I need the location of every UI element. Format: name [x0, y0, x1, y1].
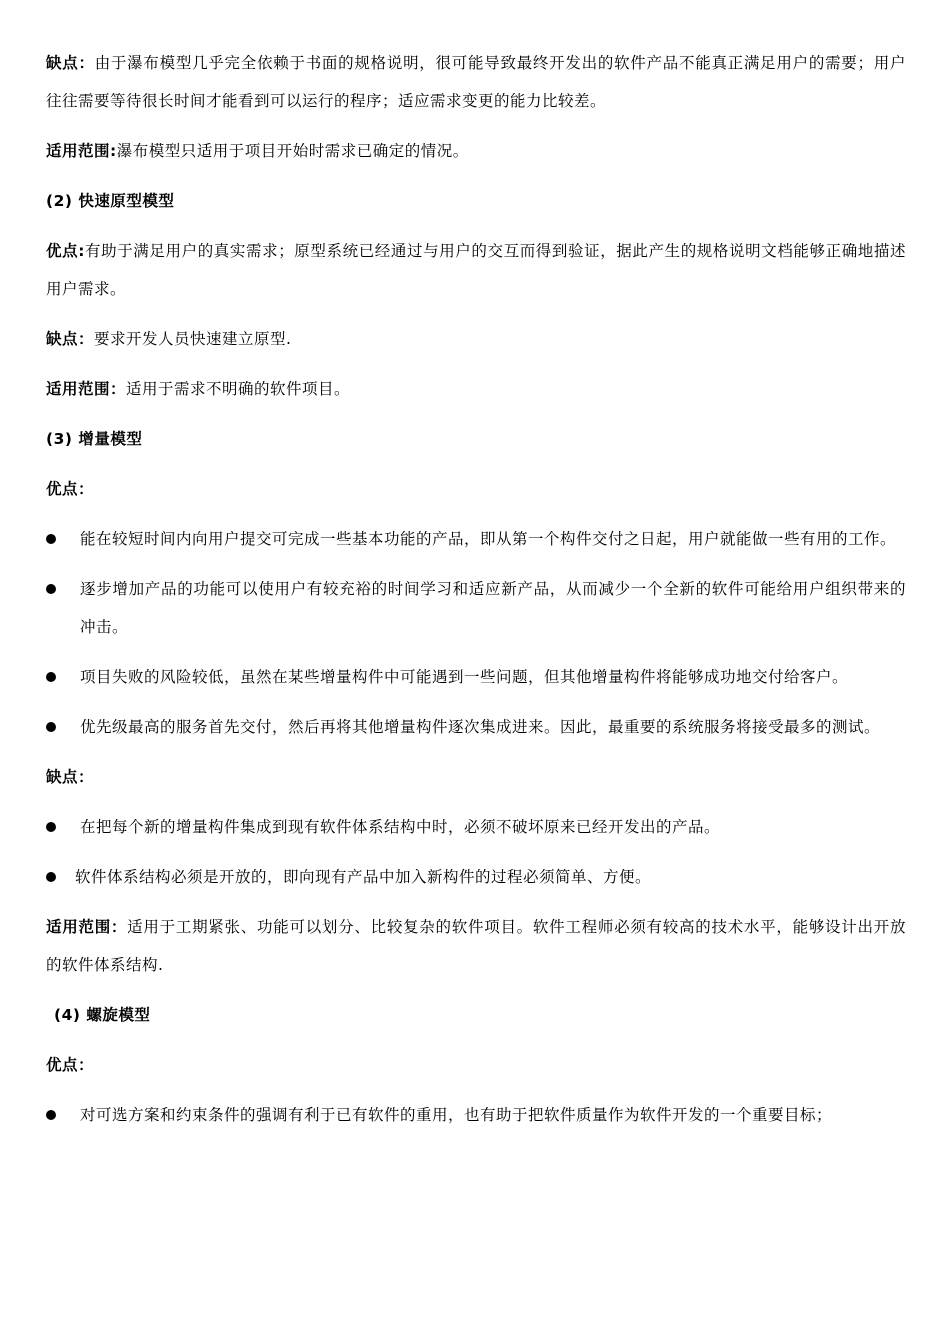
scope-label: 适用范围： [46, 918, 128, 936]
waterfall-scope-text: 瀑布模型只适用于项目开始时需求已确定的情况。 [116, 142, 469, 160]
list-item: 优先级最高的服务首先交付，然后再将其他增量构件逐次集成进来。因此，最重要的系统服务将接受最多的测试。 [46, 708, 906, 746]
prototype-pros-text: 有助于满足用户的真实需求；原型系统已经通过与用户的交互而得到验证，据此产生的规格说明文档能够正确地描述用户需求。 [46, 242, 906, 298]
list-item: 逐步增加产品的功能可以使用户有较充裕的时间学习和适应新产品，从而减少一个全新的软件可能给用户组织带来的冲击。 [46, 570, 906, 646]
pros-label: 优点: [46, 242, 85, 260]
list-item: 能在较短时间内向用户提交可完成一些基本功能的产品，即从第一个构件交付之日起，用户就能做一些有用的工作。 [46, 520, 906, 558]
bullet-icon [46, 672, 56, 682]
list-item: 在把每个新的增量构件集成到现有软件体系结构中时，必须不破坏原来已经开发出的产品。 [46, 808, 906, 846]
list-item: 项目失败的风险较低，虽然在某些增量构件中可能遇到一些问题，但其他增量构件将能够成功地交付给客户。 [46, 658, 906, 696]
cons-label: 缺点： [46, 330, 95, 348]
incremental-pros-label: 优点： [46, 480, 95, 498]
waterfall-cons-text: 由于瀑布模型几乎完全依赖于书面的规格说明，很可能导致最终开发出的软件产品不能真正满足用户的需要；用户往往需要等待很长时间才能看到可以运行的程序；适应需求变更的能力比较差。 [46, 54, 906, 110]
prototype-pros-paragraph [46, 232, 906, 308]
scope-label: 适用范围： [46, 380, 127, 398]
bullet-icon [46, 534, 56, 544]
incremental-scope-text: 适用于工期紧张、功能可以划分、比较复杂的软件项目。软件工程师必须有较高的技术水平，能够设计出开放的软件体系结构. [46, 918, 906, 974]
incremental-cons-label: 缺点： [46, 768, 95, 786]
list-item: 对可选方案和约束条件的强调有利于已有软件的重用，也有助于把软件质量作为软件开发的一个重要目标； [46, 1096, 906, 1134]
spiral-model-heading: (4) 螺旋模型 [54, 1006, 151, 1024]
bullet-icon [46, 584, 56, 594]
bullet-icon [46, 722, 56, 732]
waterfall-scope-paragraph [46, 132, 906, 170]
incremental-cons-list [46, 808, 906, 896]
prototype-scope-paragraph [46, 370, 906, 408]
incremental-scope-paragraph [46, 908, 906, 984]
list-item: 软件体系结构必须是开放的，即向现有产品中加入新构件的过程必须简单、方便。 [46, 858, 906, 896]
document-page [46, 44, 906, 1146]
rapid-prototype-heading: (2) 快速原型模型 [46, 192, 175, 210]
bullet-icon [46, 822, 56, 832]
prototype-cons-paragraph [46, 320, 906, 358]
bullet-icon [46, 872, 56, 882]
bullet-icon [46, 1110, 56, 1120]
waterfall-cons-paragraph [46, 44, 906, 120]
scope-label: 适用范围: [46, 142, 117, 160]
cons-label: 缺点： [46, 54, 95, 72]
prototype-cons-text: 要求开发人员快速建立原型. [94, 330, 292, 348]
incremental-pros-list [46, 520, 906, 746]
spiral-pros-list [46, 1096, 906, 1134]
spiral-pros-label: 优点： [46, 1056, 95, 1074]
prototype-scope-text: 适用于需求不明确的软件项目。 [126, 380, 351, 398]
incremental-model-heading: (3) 增量模型 [46, 430, 143, 448]
